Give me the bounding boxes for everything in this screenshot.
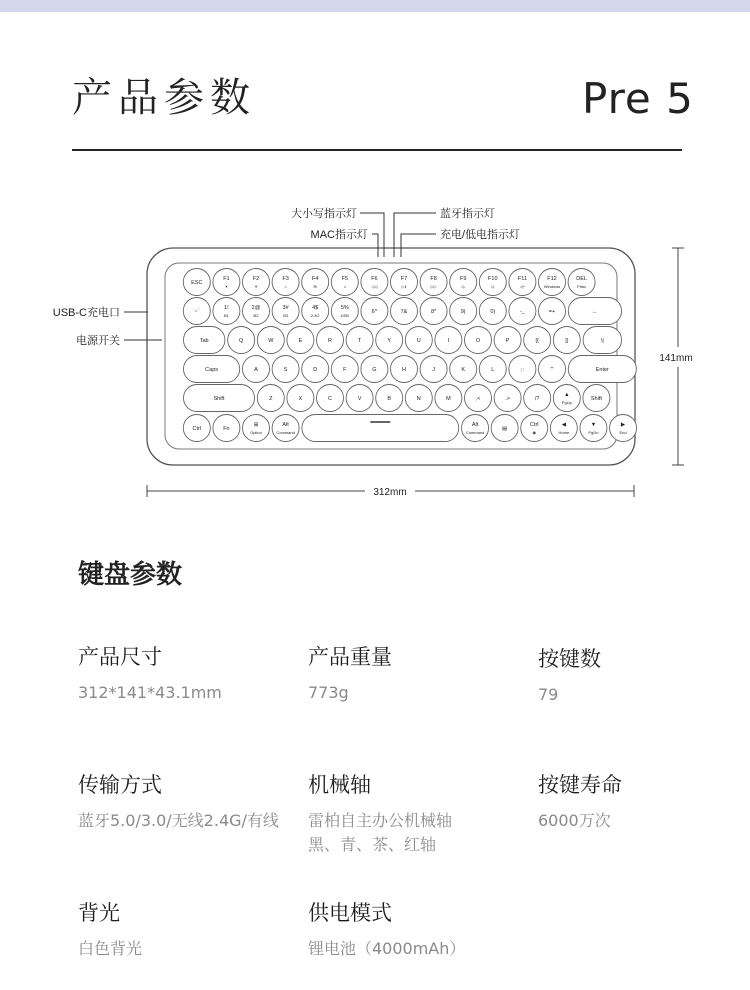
key-sublabel: ◁+ xyxy=(519,284,526,289)
key-label: Q xyxy=(239,338,244,344)
top-accent-bar xyxy=(0,0,750,12)
key-sublabel: ◁◁ xyxy=(371,284,378,289)
key-label: N xyxy=(416,396,421,402)
key-label: K xyxy=(461,367,466,373)
key-cap xyxy=(272,298,299,325)
spec-value: 雷柏自主办公机械轴 xyxy=(308,811,453,830)
key-label: F6 xyxy=(371,276,378,282)
key-sublabel: ▷‖ xyxy=(401,284,407,289)
spec-connection xyxy=(78,771,298,833)
key-sublabel: ☀ xyxy=(254,284,258,289)
width-label: 312mm xyxy=(373,487,407,498)
key-cap xyxy=(550,415,577,442)
key-label: F xyxy=(343,367,347,373)
key-label: F4 xyxy=(311,276,319,282)
key-label: ▤ xyxy=(502,426,508,432)
key-label: ;: xyxy=(520,367,524,373)
key-label: ⊞ xyxy=(253,422,259,428)
key-label: 5% xyxy=(340,305,349,311)
spec-value: 6000万次 xyxy=(538,811,611,830)
key-cap xyxy=(331,298,358,325)
key-label: C xyxy=(328,396,332,402)
key-label: ]} xyxy=(565,338,569,344)
key-cap xyxy=(509,269,536,296)
key-cap xyxy=(302,415,459,442)
key-sublabel: Command xyxy=(465,430,485,435)
key-label: ,< xyxy=(475,396,481,402)
key-label: ~` xyxy=(194,309,200,315)
key-label: ▼ xyxy=(590,422,597,428)
spec-value-line2: 黑、青、茶、红轴 xyxy=(308,835,437,854)
key-cap xyxy=(521,415,548,442)
callout-power: 电源开关 xyxy=(76,335,120,347)
key-label: B xyxy=(387,396,392,402)
key-label: P xyxy=(505,338,510,344)
key-cap xyxy=(553,385,580,412)
key-cap xyxy=(539,269,566,296)
key-label: H xyxy=(402,367,406,373)
key-label: 4$ xyxy=(312,305,319,311)
key-label: 0) xyxy=(490,309,496,315)
key-cap xyxy=(331,269,358,296)
key-label: F3 xyxy=(282,276,289,282)
key-cap xyxy=(610,415,637,442)
key-cap xyxy=(272,415,299,442)
key-sublabel: B1 xyxy=(223,313,229,318)
key-sublabel: ⌂ xyxy=(284,284,287,289)
key-label: [{ xyxy=(535,338,539,344)
key-label: E xyxy=(298,338,303,344)
key-cap xyxy=(243,298,270,325)
key-sublabel: Option xyxy=(250,430,262,435)
key-cap xyxy=(213,298,240,325)
key-label: 1! xyxy=(224,305,229,311)
key-sublabel: ▷▷ xyxy=(430,284,437,289)
key-cap xyxy=(243,415,270,442)
callout-usbc: USB-C充电口 xyxy=(52,307,120,319)
key-cap xyxy=(568,269,595,296)
key-cap xyxy=(479,269,506,296)
key-sublabel: PgDn xyxy=(588,430,599,435)
spec-label: 按键寿命 xyxy=(538,773,622,797)
key-label: '" xyxy=(550,367,554,373)
key-cap xyxy=(580,415,607,442)
key-label: 6^ xyxy=(371,309,378,315)
key-label: Shift xyxy=(213,396,225,402)
key-label: I xyxy=(447,338,450,344)
spec-value: 312*141*43.1mm xyxy=(78,683,222,702)
key-label: F7 xyxy=(400,276,408,282)
key-label: DEL xyxy=(576,276,587,282)
spec-value: 锂电池（4000mAh） xyxy=(308,939,466,958)
callout-mac: MAC指示灯 xyxy=(310,229,368,241)
spec-weight xyxy=(308,643,528,705)
key-label: F1 xyxy=(223,276,230,282)
key-label: F9 xyxy=(459,276,467,282)
spec-value: 白色背光 xyxy=(78,939,143,958)
key-sublabel: ♫ xyxy=(343,284,347,289)
key-sublabel: B2 xyxy=(253,313,259,318)
key-label: Caps xyxy=(205,367,219,373)
key-sublabel: Command xyxy=(276,430,295,435)
key-label: Alt xyxy=(471,422,479,428)
key-sublabel: ☀ xyxy=(224,284,229,289)
key-label: W xyxy=(268,338,274,344)
callout-charge: 充电/低电指示灯 xyxy=(440,229,521,241)
key-sublabel: Home xyxy=(558,430,570,435)
key-label: F5 xyxy=(341,276,349,282)
key-label: F10 xyxy=(488,276,498,282)
title-divider xyxy=(72,149,682,151)
key-sublabel: B3 xyxy=(283,313,289,318)
key-label: T xyxy=(357,338,362,344)
key-label: R xyxy=(328,338,332,344)
key-label: U xyxy=(416,338,421,344)
key-sublabel: Prtsc xyxy=(577,284,587,289)
spec-label: 传输方式 xyxy=(78,773,162,797)
key-label: F11 xyxy=(517,276,527,282)
spec-label: 背光 xyxy=(78,901,120,925)
key-cap xyxy=(272,269,299,296)
key-label: V xyxy=(357,396,362,402)
key-label: ← xyxy=(592,309,598,315)
spec-label: 机械轴 xyxy=(308,773,371,797)
key-label: F12 xyxy=(547,276,557,282)
key-label: F2 xyxy=(252,276,260,282)
key-label: ▲ xyxy=(564,392,570,398)
key-label: 7& xyxy=(400,309,408,315)
key-label: 9( xyxy=(460,309,466,315)
key-sublabel: ◁- xyxy=(460,284,466,289)
spec-label: 供电模式 xyxy=(308,901,392,925)
key-label: /? xyxy=(534,396,540,402)
key-label: -_ xyxy=(519,309,525,315)
key-label: X xyxy=(298,396,303,402)
key-label: M xyxy=(446,396,451,402)
key-sublabel: 2.4G xyxy=(310,313,320,318)
key-label: Ctrl xyxy=(192,426,202,432)
key-label: O xyxy=(475,338,481,344)
key-cap xyxy=(302,298,329,325)
height-label: 141mm xyxy=(659,353,693,364)
brand-logo: Pre 5 xyxy=(582,74,694,123)
key-cap xyxy=(450,269,477,296)
key-label: Ctrl xyxy=(529,422,539,428)
key-cap xyxy=(213,269,240,296)
spec-value: 773g xyxy=(308,683,349,702)
key-sublabel: PgUp xyxy=(561,400,572,405)
key-label: A xyxy=(254,367,258,373)
key-label: Tab xyxy=(199,338,209,344)
callout-bluetooth: 蓝牙指示灯 xyxy=(440,208,495,220)
key-label: .> xyxy=(505,396,510,402)
key-sublabel: ✉ xyxy=(313,284,317,289)
key-label: Fn xyxy=(223,426,230,432)
key-sublabel: ◁- xyxy=(490,284,496,289)
key-cap xyxy=(243,269,270,296)
spec-switch xyxy=(308,771,528,857)
key-label: D xyxy=(313,367,318,373)
key-label: ◀ xyxy=(561,422,566,428)
key-label: L xyxy=(491,367,495,373)
page-title: 产品参数 xyxy=(72,75,256,121)
key-label: 8* xyxy=(430,309,437,315)
key-label: F8 xyxy=(430,276,437,282)
spec-label: 按键数 xyxy=(538,647,601,671)
spec-size xyxy=(78,643,298,705)
key-label: Enter xyxy=(595,367,609,373)
section-title: 键盘参数 xyxy=(78,560,183,590)
key-sublabel: Windows xyxy=(543,284,561,289)
key-sublabel: USB xyxy=(340,313,349,318)
key-sublabel: End xyxy=(619,430,627,435)
key-label: G xyxy=(372,367,377,373)
key-cap xyxy=(361,269,388,296)
keyboard-diagram xyxy=(0,195,750,505)
spec-value: 蓝牙5.0/3.0/无线2.4G/有线 xyxy=(78,811,279,830)
spec-label: 产品尺寸 xyxy=(78,645,162,669)
spec-key-life xyxy=(538,771,750,833)
key-label: =+ xyxy=(548,309,556,315)
key-label: Z xyxy=(269,396,273,402)
spec-backlight xyxy=(78,899,298,961)
key-label: Alt xyxy=(282,422,289,428)
key-cap xyxy=(391,269,418,296)
key-label: J xyxy=(432,367,435,373)
spec-power xyxy=(308,899,528,961)
key-cap xyxy=(302,269,329,296)
key-sublabel: ◉ xyxy=(532,430,536,435)
spec-value: 79 xyxy=(538,685,559,704)
key-label: ESC xyxy=(191,280,203,286)
spec-key-count xyxy=(538,645,750,707)
spec-label: 产品重量 xyxy=(308,645,392,669)
key-label: S xyxy=(283,367,288,373)
key-label: Y xyxy=(387,338,392,344)
key-label: \| xyxy=(600,338,604,344)
callout-caps: 大小写指示灯 xyxy=(291,208,357,220)
key-label: 2@ xyxy=(251,305,261,311)
key-label: ▶ xyxy=(620,422,626,428)
key-cap xyxy=(462,415,489,442)
key-cap xyxy=(420,269,447,296)
key-label: 3# xyxy=(282,305,289,311)
key-label: Shift xyxy=(590,396,602,402)
